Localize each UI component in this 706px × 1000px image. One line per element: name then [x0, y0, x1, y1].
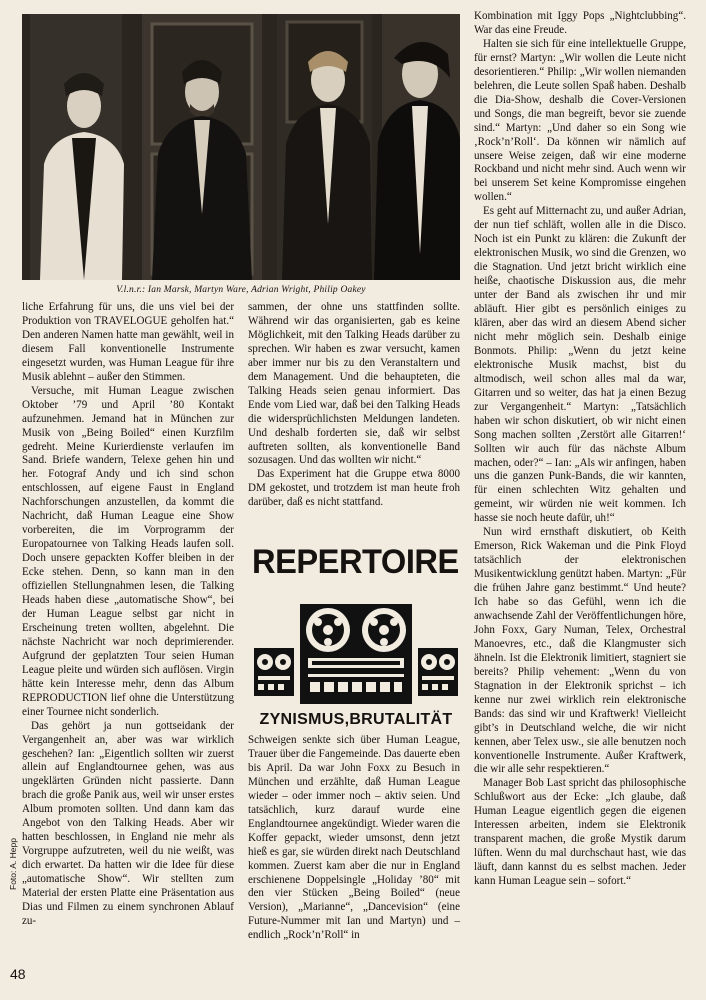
paragraph: Halten sie sich für eine intellektuelle Gruppe, für ernst? Martyn: „Wir wollen die Leute nicht desorientieren.“ Philip: „Wir wollen niemanden belehren, die Leute sollen Spaß haben. Deshalb die Dia-Show, deshalb die Cover-Versionen und Songs, die man begreift, bevor sie zuende sind.“ Martyn: „Und daher so ein Song wie ‚Rock’n’Roll‘. Da können wir nämlich auf unsere Weise zeigen, daß wir eine moderne Rockband und nicht mehr sind. Auch wenn wir bei unserem Set keine Kompromisse eingehen wollen.“ — [474, 37, 686, 204]
article-column-1 — [22, 301, 234, 929]
tape-deck-illustration — [252, 604, 460, 708]
band-photo-graphic — [22, 14, 460, 280]
paragraph: Versuche, mit Human League zwischen Oktober ’79 und April ’80 Kontakt aufzunehmen. Jemand hat in München zur Musik von „Being Boiled“ einen Kurzfilm gedreht. Meine Kurierdienste verlaufen im Sand. Briefe wandern, Telexe gehen hin und her. Fotograf Andy und ich sind schon entschlossen, auf eigene Faust in England Nachforschungen anzustellen, da kommt die Nachricht, daß Human League eine Show vorbereiten, die im Vorprogramm der Europatournee von Talking Heads laufen soll. Doch unsere gepackten Koffer bleiben in der Ecke stehen. Denn, so kann man in den offiziellen Stellungnahmen lesen, die Talking Heads haben diese „automatische Show“, bei der Human League selbst gar nicht in Erscheinung treten wollten, abgelehnt. Die nächste Nachricht war noch deprimierender. Aufgrund der geplatzten Tour seien Human League pleite und würden sich auflösen. Virgin hätte kein Interesse mehr, denn das Album REPRODUCTION lief ohne die Unterstützung einer Tournee nicht sonderlich. — [22, 384, 234, 718]
page-number: 48 — [10, 966, 26, 982]
article-column-2 — [248, 301, 460, 510]
article-column-3 — [474, 10, 686, 889]
paragraph: sammen, der ohne uns stattfinden sollte. Während wir das organisierten, gab es keine Möglichkeit, mit den Talking Heads darüber zu sprechen. Wir haben es zwar versucht, kamen aber immer nur bis zu den Veranstaltern und dem Management. Und die behaupteten, die Talking Heads seien genau informiert. Das Ende vom Lied war, daß bei den Talking Heads die widersprüchlichsten Meldungen landeten. Und deshalb forderten sie, daß wir selbst auftreten sollten, als konventionelle Band sozusagen. Und das wollten wir nicht.“ — [248, 301, 460, 467]
article-column-2-continued — [248, 734, 460, 943]
repertoire-heading: REPERTOIRE — [252, 543, 459, 581]
paragraph: Das Experiment hat die Gruppe etwa 8000 DM gekostet, und trotzdem ist man heute froh darüber, daß es nicht stattfand. — [248, 468, 460, 509]
photo-credit: Foto: A. Hepp — [8, 838, 18, 890]
section-subheading: ZYNISMUS,BRUTALITÄT — [259, 711, 453, 728]
small-deck-right-icon — [418, 648, 458, 696]
tape-deck-icon — [252, 604, 460, 708]
paragraph: Nun wird ernsthaft diskutiert, ob Keith Emerson, Rick Wakeman und die Pink Floyd tatsächlich der elektronischen Musikentwicklung genützt haben. Martyn: „Für die frühen Jahre ganz bestimmt.“ Und heute? Ich habe so das Gefühl, wenn ich die anwachsende Zahl der Veröffentlichungen höre, John Foxx, Gary Numan, Telex, Orchestral Manoevres, etc., daß die Klangmuster sich ähneln. Ist die Elektronik limitiert, stagniert sie bereits? Philip vehement: „Wenn du von Stagnation in der Elektronik sprichst – ich kenne nur zwei wirklich rein elektronische Bands: das sind wir und Kraftwerk! Vielleicht gibt’s in Deutschland welche, die wir nicht kennen, aber Telex usw., sie alle benutzen noch konventionelle Instrumente. Außer Kraftwerk, die wir alle sehr respektieren.“ — [474, 526, 686, 776]
paragraph: Es geht auf Mitternacht zu, und außer Adrian, der nun tief schläft, wollen alle in die Disco. Noch ist ein Punkt zu klären: die Zukunft der elektronischen Musik, wo sind die Grenzen, wo die Stagnation. Und jetzt bricht wirklich eine heiße, chaotische Diskussion aus, die mehr unter der Band als zwischen ihr und mir abläuft. Hier gibt es persönlich einiges zu klären, aber das wird an diesem Abend sicher nicht mehr möglich sein. Deshalb einige Bonmots. Philip: „Wenn du jetzt keine elektronische Musik machst, bist du altmodisch, weil schon alles mal da war, Gitarren und so weiter, das hat ja einen Bezug zur Vergangenheit.“ Martyn: „Tatsächlich haben wir schon diskutiert, ob wir nicht einen Song machen sollten ‚Zerstört alle Gitarren!‘ Sollten wir auch für das nächste Album machen, oder?“ – Ian: „Als wir anfingen, haben uns die ganzen Punk-Bands, die wir kannten, für einen schlechten Witz gehalten und gemeint, wir würden nie weit kommen. Ich hasse sie noch heute dafür, uh!“ — [474, 205, 686, 525]
paragraph: Kombination mit Iggy Pops „Nightclubbing“. War das eine Freude. — [474, 10, 686, 36]
main-reel-deck-icon — [300, 604, 412, 704]
small-deck-left-icon — [254, 648, 294, 696]
photo-caption: V.l.n.r.: Ian Marsk, Martyn Ware, Adrian Wright, Philip Oakey — [116, 285, 366, 295]
paragraph: Manager Bob Last spricht das philosophische Schlußwort aus der Ecke: „Ich glaube, daß Human League eigentlich gegen die eigenen Interessen arbeiten, indem sie Elektronik transparent machen, die große Mystik darum lüften. Wenn du mal durchschaut hast, wie das läuft, dann kannst du es selbst machen. Jeder kann Human League sein – sofort.“ — [474, 777, 686, 888]
band-photo — [22, 14, 460, 280]
paragraph: Schweigen senkte sich über Human League, Trauer über die Fangemeinde. Das dauerte eben bis April. Da war John Foxx zu Besuch in München und erzählte, daß Human League wieder – oder immer noch – aktiv seien. Und tatsächlich, kurz darauf wurde eine Englandtournee angekündigt. Wieder waren die Koffer gepackt, wieder umsonst, denn jetzt hieß es gar, sie würden direkt nach Deutschland kommen. Zuerst kam aber die nur in England erschienene Doppelsingle „Holiday ’80“ mit den vier Stücken „Being Boiled“ (neue Version), „Marianne“, „Dancevision“ (eine Future-Nummer mit Ian und Martyn) und – endlich „Rock’n’Roll“ in — [248, 734, 460, 942]
paragraph: liche Erfahrung für uns, die uns viel bei der Produktion von TRAVELOGUE geholfen hat.“ Den anderen Namen hatte man gewählt, weil in diesem Fall konventionelle Instrumente eingesetzt wurden, was Human League für ihre Musik ablehnt – außer den Stimmen. — [22, 301, 234, 383]
paragraph: Das gehört ja nun gottseidank der Vergangenheit an, aber was war wirklich geschehen? Ian: „Eigentlich sollten wir zuerst allein auf Englandtournee gehen, was aus ungeklärten Gründen nicht passierte. Dann brach die große Panik aus, weil wir unser erstes Album promoten sollten. Und dann kam das Angebot von den Talking Heads. Aber wir hatten beschlossen, in England nie mehr als Vorgruppe aufzutreten, weil du nie weißt, was dich erwartet. Da hatten wir die Idee für diese „automatische Show“. Wir stellten zum Material der ersten Platte eine Präsentation aus Dias und Filmen zu einem synchronen Ablauf zu- — [22, 719, 234, 927]
